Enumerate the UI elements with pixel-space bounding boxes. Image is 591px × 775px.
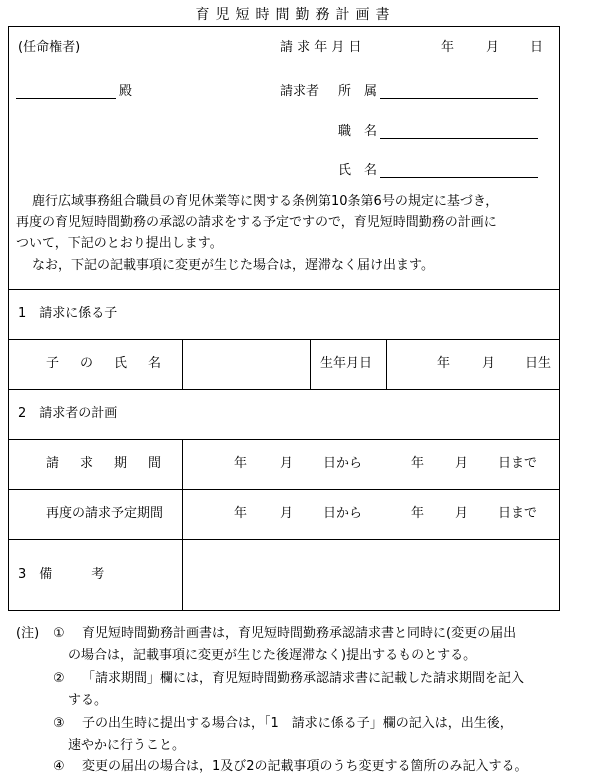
period-label: 請 求 期 間	[46, 456, 166, 471]
name-field[interactable]	[380, 177, 538, 178]
divider-intro	[8, 289, 560, 290]
note-4-num: ④	[53, 759, 65, 774]
note-2-line1: 「請求期間」欄には，育児短時間勤務承認請求書に記載した請求期間を記入	[82, 671, 525, 686]
col-divider-name	[182, 339, 183, 389]
birth-month: 月	[482, 356, 496, 371]
requester-label: 請求者	[280, 84, 320, 99]
divider-section1-heading	[8, 339, 560, 340]
re-request-start-day: 日から	[323, 506, 363, 521]
birth-day: 日生	[525, 356, 552, 371]
appointer-label: (任命権者)	[18, 40, 81, 55]
note-1-line1: 育児短時間勤務計画書は，育児短時間勤務承認請求書と同時に(変更の届出	[82, 626, 517, 641]
col-divider-section2	[182, 439, 183, 611]
divider-row-re-request	[8, 539, 560, 540]
re-request-label: 再度の請求予定期間	[46, 506, 164, 521]
period-end-day: 日まで	[498, 456, 538, 471]
note-1-line2: の場合は，記載事項に変更が生じた後遅滞なく)提出するものとする。	[68, 648, 477, 663]
section2-heading: 2 請求者の計画	[18, 406, 118, 421]
intro-line-2: 再度の育児短時間勤務の承認の請求をする予定ですので，育児短時間勤務の計画に	[16, 215, 497, 230]
date-year: 年	[441, 40, 455, 55]
name-label: 氏 名	[338, 163, 378, 178]
note-3-line2: 速やかに行うこと。	[68, 738, 186, 753]
note-2-num: ②	[53, 671, 65, 686]
period-end-month: 月	[455, 456, 469, 471]
period-start-year: 年	[234, 456, 248, 471]
col-divider-birthdate	[386, 339, 387, 389]
note-1-num: ①	[53, 626, 65, 641]
position-field[interactable]	[380, 138, 538, 139]
addressee-line[interactable]	[16, 98, 116, 99]
affiliation-field[interactable]	[380, 98, 538, 99]
period-end-year: 年	[411, 456, 425, 471]
birthdate-label: 生年月日	[320, 356, 373, 371]
note-2-line2: する。	[68, 693, 108, 708]
re-request-start-month: 月	[280, 506, 294, 521]
note-4-line1: 変更の届出の場合は，1及び2の記載事項のうち変更する箇所のみ記入する。	[82, 759, 528, 774]
period-start-month: 月	[280, 456, 294, 471]
position-label: 職 名	[338, 124, 378, 139]
intro-line-1: 鹿行広域事務組合職員の育児休業等に関する条例第10条第6号の規定に基づき，	[32, 194, 499, 209]
intro-line-3: ついて，下記のとおり提出します。	[16, 236, 223, 251]
section3-heading: 3 備 考	[18, 567, 105, 582]
note-3-num: ③	[53, 716, 65, 731]
re-request-end-month: 月	[455, 506, 469, 521]
re-request-start-year: 年	[234, 506, 248, 521]
date-month: 月	[486, 40, 500, 55]
divider-section2-heading	[8, 439, 560, 440]
addressee-suffix: 殿	[119, 84, 133, 99]
divider-section1-row	[8, 389, 560, 390]
date-day: 日	[530, 40, 544, 55]
request-date-label: 請 求 年 月 日	[280, 40, 362, 55]
intro-line-4: なお，下記の記載事項に変更が生じた場合は，遅滞なく届け出ます。	[32, 258, 434, 273]
note-3-line1: 子の出生時に提出する場合は，「1 請求に係る子」欄の記入は，出生後，	[82, 716, 513, 731]
re-request-end-day: 日まで	[498, 506, 538, 521]
affiliation-label: 所 属	[338, 84, 378, 99]
divider-row-period	[8, 489, 560, 490]
section1-heading: 1 請求に係る子	[18, 306, 118, 321]
period-start-day: 日から	[323, 456, 363, 471]
col-divider-name-value	[310, 339, 311, 389]
document-title: 育児短時間勤務計画書	[195, 7, 396, 23]
notes-prefix: (注)	[16, 626, 40, 641]
child-name-label: 子 の 氏 名	[46, 356, 166, 371]
birth-year: 年	[437, 356, 451, 371]
re-request-end-year: 年	[411, 506, 425, 521]
